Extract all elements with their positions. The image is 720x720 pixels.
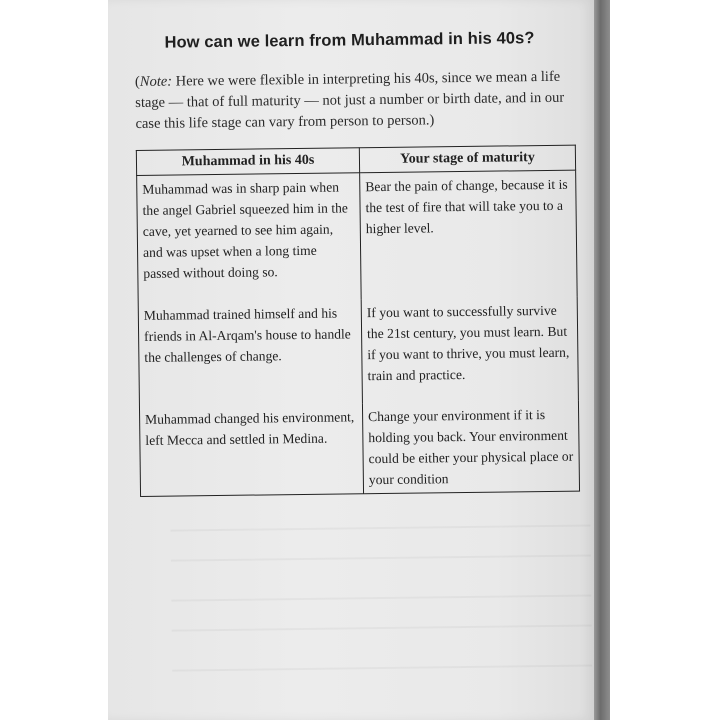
bleed-through-line [171, 594, 591, 601]
note-paragraph [135, 66, 588, 135]
bleed-through-line [171, 554, 591, 561]
note-label: Note: [139, 73, 173, 90]
section-title: How can we learn from Muhammad in his 40s? [164, 29, 535, 52]
cell-your-stage: If you want to successfully survive the 21st century, you must learn. But if you want to thrive, you must learn, train and practice. [361, 297, 578, 404]
cell-your-stage: Change your environment if it is holding you back. Your environment could be either your physical place or your condition [362, 401, 579, 494]
cell-muhammad: Muhammad trained himself and his friends in Al-Arqam's house to handle the challenges of change. [138, 299, 362, 406]
bleed-through-line [170, 524, 590, 531]
cell-muhammad: Muhammad was in sharp pain when the angel Gabriel squeezed him in the cave, yet yearned to see him again, and was upset when a long time passed without doing so. [137, 173, 362, 302]
header-muhammad: Muhammad in his 40s [136, 148, 359, 176]
note-text: Here we were flexible in interpreting his 40s, since we mean a life stage — that of full maturity — not just a number or birth date, and in our case this life stage can vary from person to person.) [135, 68, 565, 132]
note-open-paren: ( [134, 73, 140, 90]
table-row [139, 401, 579, 497]
comparison-table [136, 145, 580, 497]
table-row [137, 170, 578, 302]
bleed-through-line [172, 664, 592, 671]
page-content [134, 0, 593, 720]
bleed-through-line [172, 624, 592, 631]
table-row [138, 297, 578, 406]
header-your-stage: Your stage of maturity [359, 145, 575, 173]
cell-your-stage: Bear the pain of change, because it is the test of fire that will take you to a higher level. [360, 170, 578, 299]
cell-muhammad: Muhammad changed his environment, left Mecca and settled in Medina. [139, 403, 363, 496]
book-page [108, 0, 594, 720]
book-spine [594, 0, 610, 720]
